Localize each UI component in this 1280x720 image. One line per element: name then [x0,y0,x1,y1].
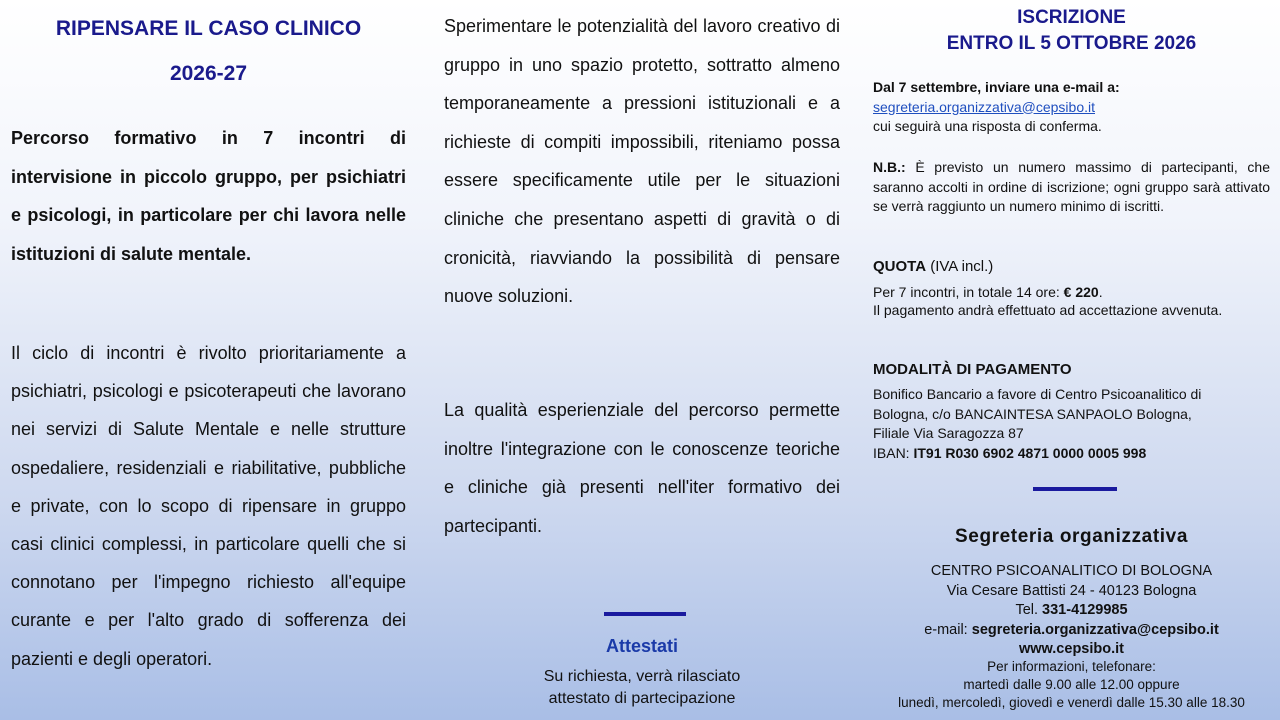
paragraph-group-work: Sperimentare le potenzialità del lavoro creativo di gruppo in uno spazio protetto, sottratto almeno temporaneamente a pressioni istituzionali e a richieste di compiti impossibili, riteniamo possa essere specificamente utile per le situazioni cliniche che presentano aspetti di gravità o di cronicità, riavviando la possibilità di pensare nuove soluzioni. [444,16,840,307]
quota-label-text: QUOTA [873,258,927,275]
iban-value: IT91 R030 6902 4871 0000 0005 998 [913,444,1147,461]
divider [604,612,686,616]
quota-price: € 220 [1063,284,1099,300]
segreteria-title: Segreteria organizzativa [955,526,1188,547]
seg-info: Per informazioni, telefonare: [987,659,1156,674]
quota-details [873,283,1270,303]
seg-hours-2: lunedì, mercoledì, giovedì e venerdì dalle 15.30 alle 18.30 [898,695,1245,710]
seg-hours-1: martedì dalle 9.00 alle 12.00 oppure [963,677,1180,692]
course-intro: Percorso formativo in 7 incontri di intervisione in piccolo gruppo, per psichiatri e psicologi, in particolare per chi lavora nelle istituzioni di salute mentale. [11,128,406,264]
seg-address: Via Cesare Battisti 24 - 40123 Bologna [946,583,1197,599]
attestati-line-1: Su richiesta, verrà rilasciato [543,668,741,685]
course-year: 2026-27 [169,62,248,85]
nb-note [873,158,1270,217]
quota-payment-note: Il pagamento andrà effettuato ad accettazione avvenuta. [873,302,1223,318]
pagamento-line-2: Bologna, c/o BANCAINTESA SANPAOLO Bologna, [873,405,1192,422]
pagamento-line-1: Bonifico Bancario a favore di Centro Psicoanalitico di [873,386,1202,402]
email-after: cui seguirà una risposta di conferma. [873,118,1102,134]
attestati-line-2: attestato di partecipazione [548,690,736,707]
seg-org: CENTRO PSICOANALITICO DI BOLOGNA [930,563,1213,579]
iscrizione-deadline: ENTRO IL 5 OTTOBRE 2026 [946,33,1197,54]
iscrizione-title: ISCRIZIONE [1017,7,1126,28]
pagamento-label: MODALITÀ DI PAGAMENTO [873,361,1072,378]
course-title: RIPENSARE IL CASO CLINICO [55,17,362,40]
seg-email-address[interactable]: segreteria.organizzativa@cepsibo.it [971,622,1219,638]
seg-tel: 331-4129985 [1042,602,1128,618]
pagamento-line-3: Filiale Via Saragozza 87 [873,425,1024,441]
attestati-title: Attestati [605,636,678,656]
email-intro: Dal 7 settembre, inviare una e-mail a: [873,79,1120,95]
quota-label [873,258,993,275]
attestati-text [444,666,840,710]
registration-email-link[interactable]: segreteria.organizzativa@cepsibo.it [873,98,1095,115]
quota-line1-pre: Per 7 incontri, in totale 14 ore: [873,284,1064,300]
nb-label: N.B.: [873,159,906,175]
seg-website[interactable]: www.cepsibo.it [1018,641,1124,657]
nb-text: È previsto un numero massimo di partecipanti, che saranno accolti in ordine di iscrizione; ogni gruppo sarà attivato se verrà raggiunto un numero minimo di iscritti. [873,159,1270,214]
seg-email [863,621,1280,640]
registration-instructions [873,78,1270,137]
quota-line1-post: . [1098,284,1103,300]
course-description: Il ciclo di incontri è rivolto prioritariamente a psichiatri, psicologi e psicoterapeuti che lavorano nei servizi di Salute Mentale e nelle strutture ospedaliere, residenziali e riabilitative, pubbliche e private, con lo scopo di ripensare in gruppo casi clinici complessi, in particolare quelli che si connotano per l'impegno richiesto all'equipe curante e per l'alto grado di sofferenza dei pazienti e degli operatori. [11,343,406,669]
quota-sub: (IVA incl.) [926,258,994,275]
paragraph-experiential-quality: La qualità esperienziale del percorso permette inoltre l'integrazione con le conoscenze teoriche e cliniche già presenti nell'iter formativo dei partecipanti. [444,400,840,536]
pagamento-details [873,385,1270,463]
seg-tel-label: Tel. [1015,602,1043,618]
seg-email-label: e-mail: [924,622,972,638]
seg-phone [863,601,1280,620]
iban-label: IBAN: [873,444,914,461]
divider [1033,487,1117,491]
